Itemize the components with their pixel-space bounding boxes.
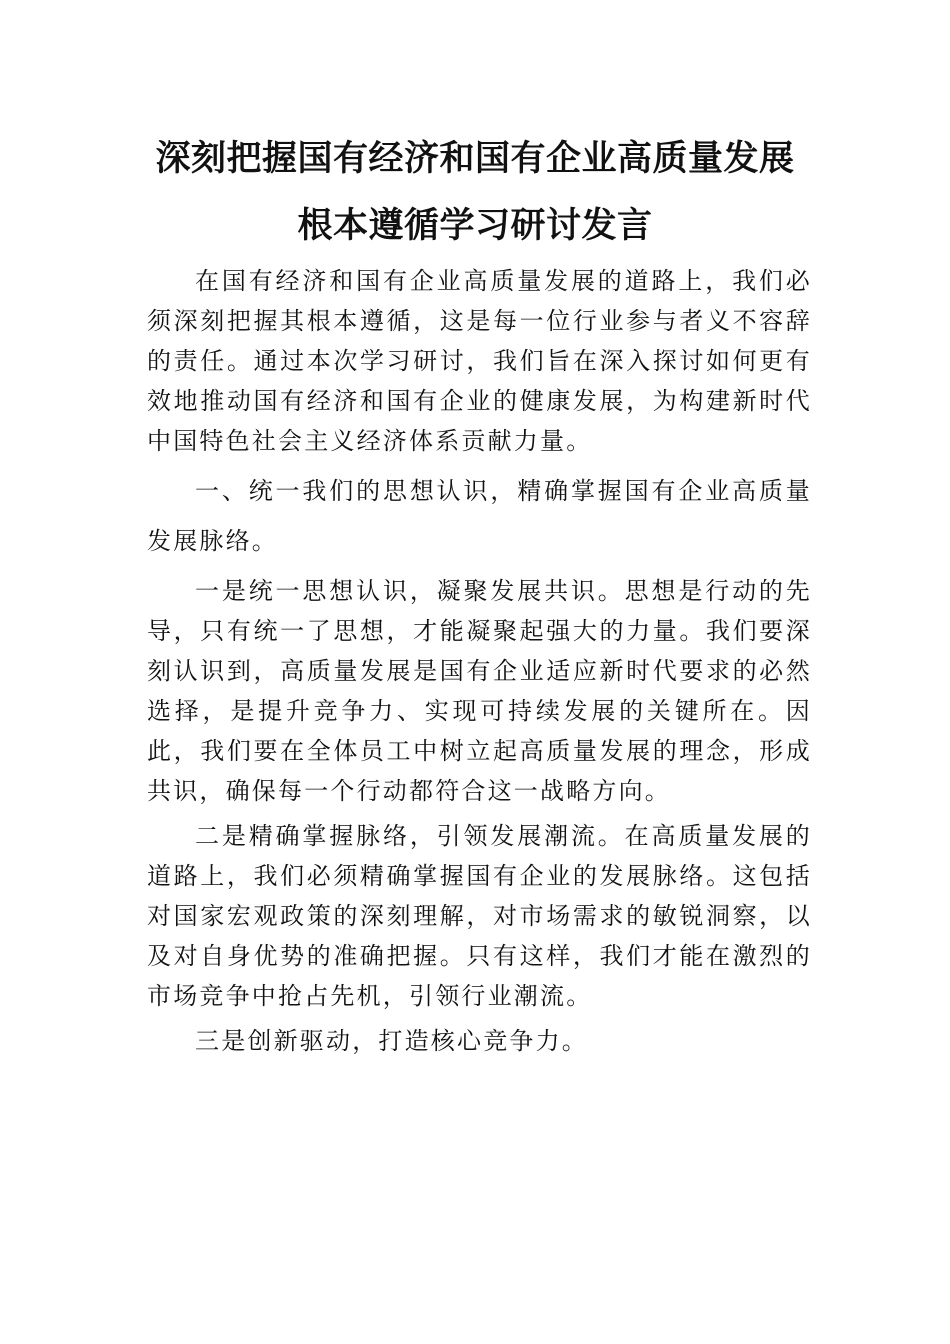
body-paragraph-1: 一是统一思想认识，凝聚发展共识。思想是行动的先导，只有统一了思想，才能凝聚起强大的力量。我们要深刻认识到，高质量发展是国有企业适应新时代要求的必然选择，是提升竞争力、实现可持续发展的关键所在。因此，我们要在全体员工中树立起高质量发展的理念，形成共识，确保每一个行动都符合这一战略方向。 — [147, 577, 812, 805]
body-paragraph-2: 二是精确掌握脉络，引领发展潮流。在高质量发展的道路上，我们必须精确掌握国有企业的发展脉络。这包括对国家宏观政策的深刻理解，对市场需求的敏锐洞察，以及对自身优势的准确把握。只有这样，我们才能在激烈的市场竞争中抢占先机，引领行业潮流。 — [147, 822, 812, 1010]
body-paragraph-3: 三是创新驱动，打造核心竞争力。 — [195, 1027, 588, 1055]
document-title-line-2: 根本遵循学习研讨发言 — [297, 206, 653, 246]
intro-paragraph: 在国有经济和国有企业高质量发展的道路上，我们必须深刻把握其根本遵循，这是每一位行业参与者义不容辞的责任。通过本次学习研讨，我们旨在深入探讨如何更有效地推动国有经济和国有企业的健康发展，为构建新时代中国特色社会主义经济体系贡献力量。 — [147, 267, 812, 455]
document-title-line-1: 深刻把握国有经济和国有企业高质量发展 — [155, 139, 795, 179]
document-body — [147, 261, 812, 1061]
section-heading-1: 一、统一我们的思想认识，精确掌握国有企业高质量发展脉络。 — [147, 477, 812, 555]
